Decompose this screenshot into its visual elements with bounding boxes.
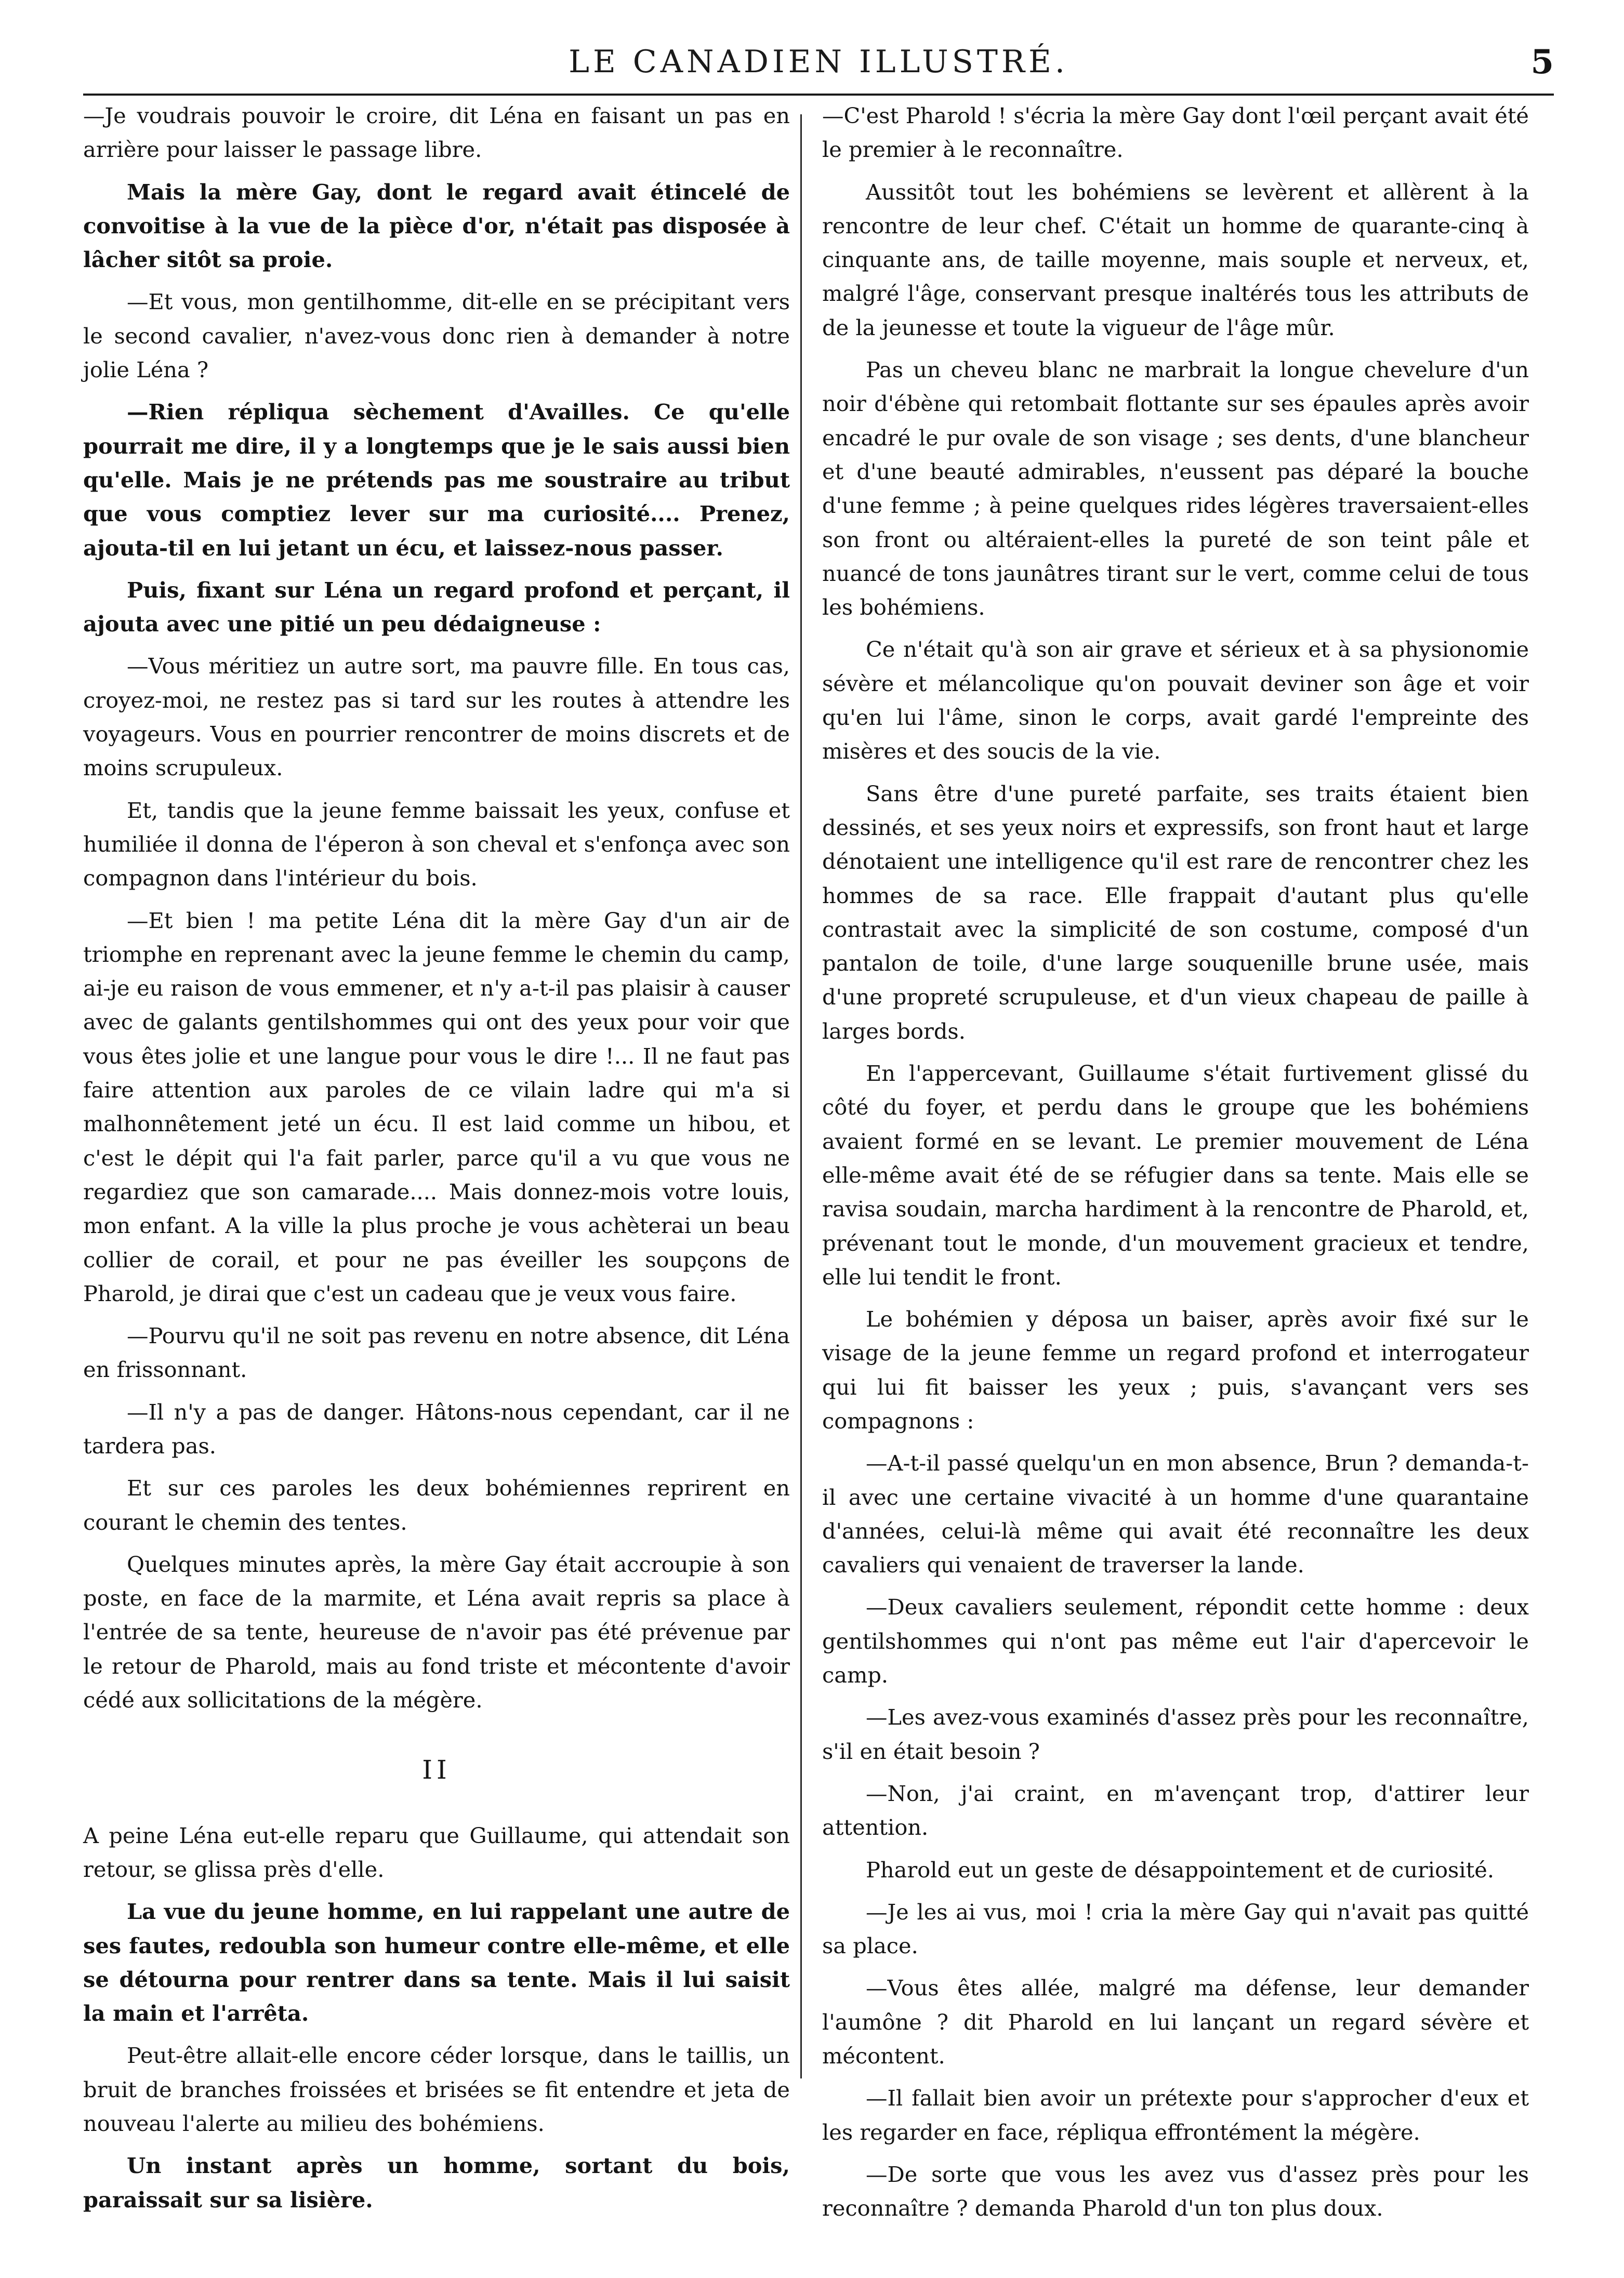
right-column: [822, 99, 1529, 2234]
paragraph: Et, tandis que la jeune femme baissait les yeux, confuse et humiliée il donna de l'éperon à son cheval et s'enfonça avec son compagnon dans l'intérieur du bois.: [83, 797, 790, 891]
paragraph: —Je les ai vus, moi ! cria la mère Gay qui n'avait pas quitté sa place.: [822, 1899, 1529, 1959]
paragraph: —Il fallait bien avoir un prétexte pour s'approcher d'eux et les regarder en face, répliqua effrontément la mégère.: [822, 2085, 1529, 2145]
paragraph: Sans être d'une pureté parfaite, ses traits étaient bien dessinés, et ses yeux noirs et expressifs, son front haut et large dénotaient une intelligence qu'il est rare de rencontrer chez les hommes de sa race. Elle frappait d'autant plus qu'elle contrastait avec la simplicité de son costume, composé d'un pantalon de toile, d'une large souquenille brune usée, mais d'une propreté scrupuleuse, et d'un vieux chapeau de paille à larges bords.: [822, 780, 1529, 1044]
paragraph: La vue du jeune homme, en lui rappelant une autre de ses fautes, redoubla son humeur contre elle-même, et elle se détourna pour rentrer dans sa tente. Mais il lui saisit la main et l'arrêta.: [83, 1899, 790, 2027]
paragraph: —Non, j'ai craint, en m'avençant trop, d'attirer leur attention.: [822, 1780, 1529, 1840]
running-head: [83, 32, 1554, 96]
paragraph: Et sur ces paroles les deux bohémiennes reprirent en courant le chemin des tentes.: [83, 1475, 790, 1535]
paragraph: Quelques minutes après, la mère Gay était accroupie à son poste, en face de la marmite, et Léna avait repris sa place à l'entrée de sa tente, heureuse de n'avoir pas été prévenue par le retour de Pharold, mais au fond triste et mécontente d'avoir cédé aux sollicitations de la mégère.: [83, 1551, 790, 1713]
paragraph: —Vous êtes allée, malgré ma défense, leur demander l'aumône ? dit Pharold en lui lançant un regard sévère et mécontent.: [822, 1975, 1529, 2069]
section-numeral: II: [422, 1755, 451, 1785]
paragraph: —Je voudrais pouvoir le croire, dit Léna en faisant un pas en arrière pour laisser le passage libre.: [83, 103, 790, 163]
paragraph: Pharold eut un geste de désappointement et de curiosité.: [866, 1857, 1495, 1883]
paragraph: Le bohémien y déposa un baiser, après avoir fixé sur le visage de la jeune femme un regard profond et interrogateur qui lui fit baisser les yeux ; puis, s'avançant vers ses compagnons :: [822, 1306, 1529, 1434]
paragraph: —Deux cavaliers seulement, répondit cette homme : deux gentilshommes qui n'ont pas même eut l'air d'apercevoir le camp.: [822, 1594, 1529, 1688]
paragraph: —Rien répliqua sèchement d'Availles. Ce qu'elle pourrait me dire, il y a longtemps que je le sais aussi bien qu'elle. Mais je ne prétends pas me soustraire au tribut que vous comptiez lever sur ma curiosité.... Prenez, ajouta-til en lui jetant un écu, et laissez-nous passer.: [83, 399, 790, 561]
paragraph: Mais la mère Gay, dont le regard avait étincelé de convoitise à la vue de la pièce d'or, n'était pas disposée à lâcher sitôt sa proie.: [83, 179, 790, 273]
paragraph: En l'appercevant, Guillaume s'était furtivement glissé du côté du foyer, et perdu dans le groupe que les bohémiens avaient formé en se levant. Le premier mouvement de Léna elle-même avait été de se réfugier dans sa tente. Mais elle se ravisa soudain, marcha hardiment à la rencontre de Pharold, et, prévenant tout le monde, d'un mouvement gracieux et tendre, elle lui tendit le front.: [822, 1061, 1529, 1290]
page-number: 5: [1530, 43, 1554, 82]
paragraph: —A-t-il passé quelqu'un en mon absence, Brun ? demanda-t-il avec une certaine vivacité à un homme d'une quarantaine d'années, celui-là même qui avait été reconnaître les deux cavaliers qui venaient de traverser la lande.: [822, 1450, 1529, 1578]
paragraph: Aussitôt tout les bohémiens se levèrent et allèrent à la rencontre de leur chef. C'était un homme de quarante-cinq à cinquante ans, de taille moyenne, mais souple et nerveux, et, malgré l'âge, conservant presque inaltérés tous les attributs de de la jeunesse et toute la vigueur de l'âge mûr.: [822, 179, 1529, 340]
paragraph: —De sorte que vous les avez vus d'assez près pour les reconnaître ? demanda Pharold d'un ton plus doux.: [822, 2161, 1529, 2221]
paragraph: A peine Léna eut-elle reparu que Guillaume, qui attendait son retour, se glissa près d'elle.: [83, 1822, 790, 1882]
paragraph: —C'est Pharold ! s'écria la mère Gay dont l'œil perçant avait été le premier à le reconnaître.: [822, 103, 1529, 163]
paragraph: Ce n'était qu'à son air grave et sérieux et à sa physionomie sévère et mélancolique qu'on pouvait deviner son âge et voir qu'en lui l'âme, sinon le corps, avait gardé l'empreinte des misères et des soucis de la vie.: [822, 637, 1529, 764]
paragraph: —Et bien ! ma petite Léna dit la mère Gay d'un air de triomphe en reprenant avec la jeune femme le chemin du camp, ai-je eu raison de vous emmener, et n'y a-t-il pas plaisir à causer avec de galants gentilshommes qui ont des yeux pour voir que vous êtes jolie et une langue pour vous le dire !... Il ne faut pas faire attention aux paroles de ce vilain ladre qui m'a si malhonnêtement jeté un écu. Il est laid comme un hibou, et c'est le dépit qui l'a fait parler, parce qu'il a vu que vous ne regardiez que son camarade.... Mais donnez-mois votre louis, mon enfant. A la ville la plus proche je vous achèterai un beau collier de corail, et pour ne pas éveiller les soupçons de Pharold, je dirai que c'est un cadeau que je veux vous faire.: [83, 907, 790, 1306]
masthead: LE CANADIEN ILLUSTRÉ.: [569, 44, 1068, 80]
paragraph: Peut-être allait-elle encore céder lorsque, dans le taillis, un bruit de branches froissées et brisées se fit entendre et jeta de nouveau l'alerte au milieu des bohémiens.: [83, 2043, 790, 2137]
paragraph: —Les avez-vous examinés d'assez près pour les reconnaître, s'il en était besoin ?: [822, 1704, 1529, 1764]
paragraph: —Vous méritiez un autre sort, ma pauvre fille. En tous cas, croyez-moi, ne restez pas si tard sur les routes à attendre les voyageurs. Vous en pourrier rencontrer de moins discrets et de moins scrupuleux.: [83, 653, 790, 781]
column-divider: [800, 114, 802, 2078]
paragraph: —Pourvu qu'il ne soit pas revenu en notre absence, dit Léna en frissonnant.: [83, 1323, 790, 1383]
paragraph: —Il n'y a pas de danger. Hâtons-nous cependant, car il ne tardera pas.: [83, 1399, 790, 1459]
left-column: [83, 99, 790, 2225]
paragraph: Puis, fixant sur Léna un regard profond et perçant, il ajouta avec une pitié un peu dédaigneuse :: [83, 577, 790, 637]
paragraph: Pas un cheveu blanc ne marbrait la longue chevelure d'un noir d'ébène qui retombait flottante sur ses épaules après avoir encadré le pur ovale de son visage ; ses dents, d'une blancheur et d'une beauté admirables, n'eussent pas déparé la bouche d'une femme ; à peine quelques rides légères traversaient-elles son front ou altéraient-elles la pureté de son teint pâle et nuancé de tons jaunâtres tirant sur le vert, comme celui de tous les bohémiens.: [822, 357, 1529, 620]
paragraph: —Et vous, mon gentilhomme, dit-elle en se précipitant vers le second cavalier, n'avez-vous donc rien à demander à notre jolie Léna ?: [83, 289, 790, 383]
paragraph: Un instant après un homme, sortant du bois, paraissait sur sa lisière.: [83, 2153, 790, 2213]
